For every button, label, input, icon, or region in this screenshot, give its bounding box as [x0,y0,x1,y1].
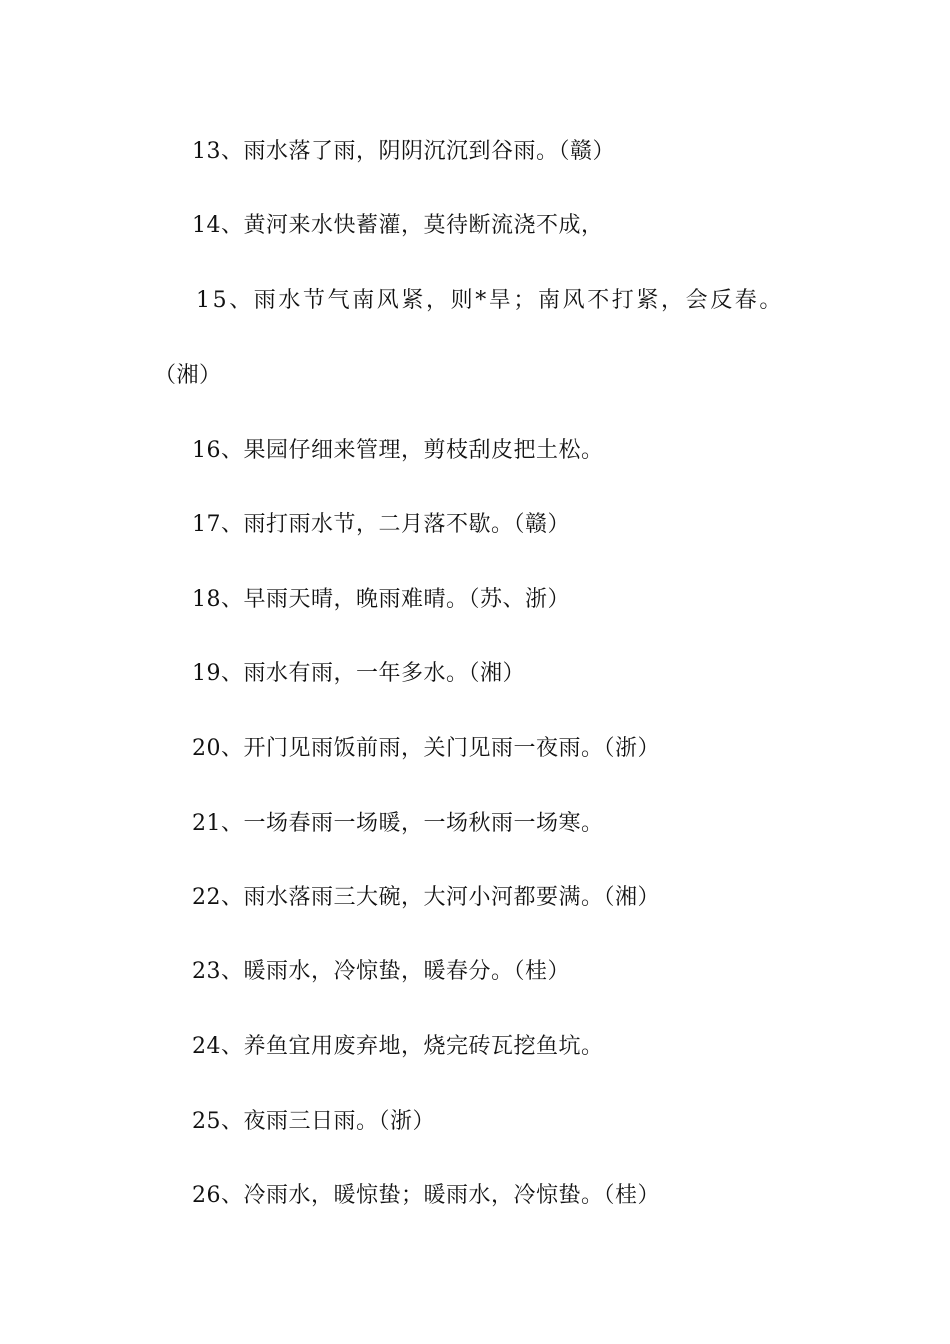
proverb-line-15-continuation: （湘） [154,363,222,388]
proverb-line-21: 21、一场春雨一场暖，一场秋雨一场寒。 [192,811,604,836]
proverb-line-17: 17、雨打雨水节，二月落不歇。（赣） [192,512,570,537]
proverb-line-16: 16、果园仔细来管理，剪枝刮皮把土松。 [192,438,604,463]
proverb-line-15: 15、雨水节气南风紧，则*旱；南风不打紧，会反春。 [196,288,784,313]
proverb-line-13: 13、雨水落了雨，阴阴沉沉到谷雨。（赣） [192,139,615,164]
proverb-line-24: 24、养鱼宜用废弃地，烧完砖瓦挖鱼坑。 [192,1034,604,1059]
proverb-line-19: 19、雨水有雨，一年多水。（湘） [192,661,525,686]
proverb-line-23: 23、暖雨水，冷惊蛰，暖春分。（桂） [192,959,570,984]
proverb-line-26: 26、冷雨水，暖惊蛰；暖雨水，冷惊蛰。（桂） [192,1183,660,1208]
proverb-line-20: 20、开门见雨饭前雨，关门见雨一夜雨。（浙） [192,736,660,761]
proverb-line-14: 14、黄河来水快蓄灌，莫待断流浇不成， [192,213,604,238]
proverb-line-25: 25、夜雨三日雨。（浙） [192,1109,435,1134]
proverb-line-18: 18、早雨天晴，晚雨难晴。（苏、浙） [192,587,570,612]
proverb-line-22: 22、雨水落雨三大碗，大河小河都要满。（湘） [192,885,660,910]
